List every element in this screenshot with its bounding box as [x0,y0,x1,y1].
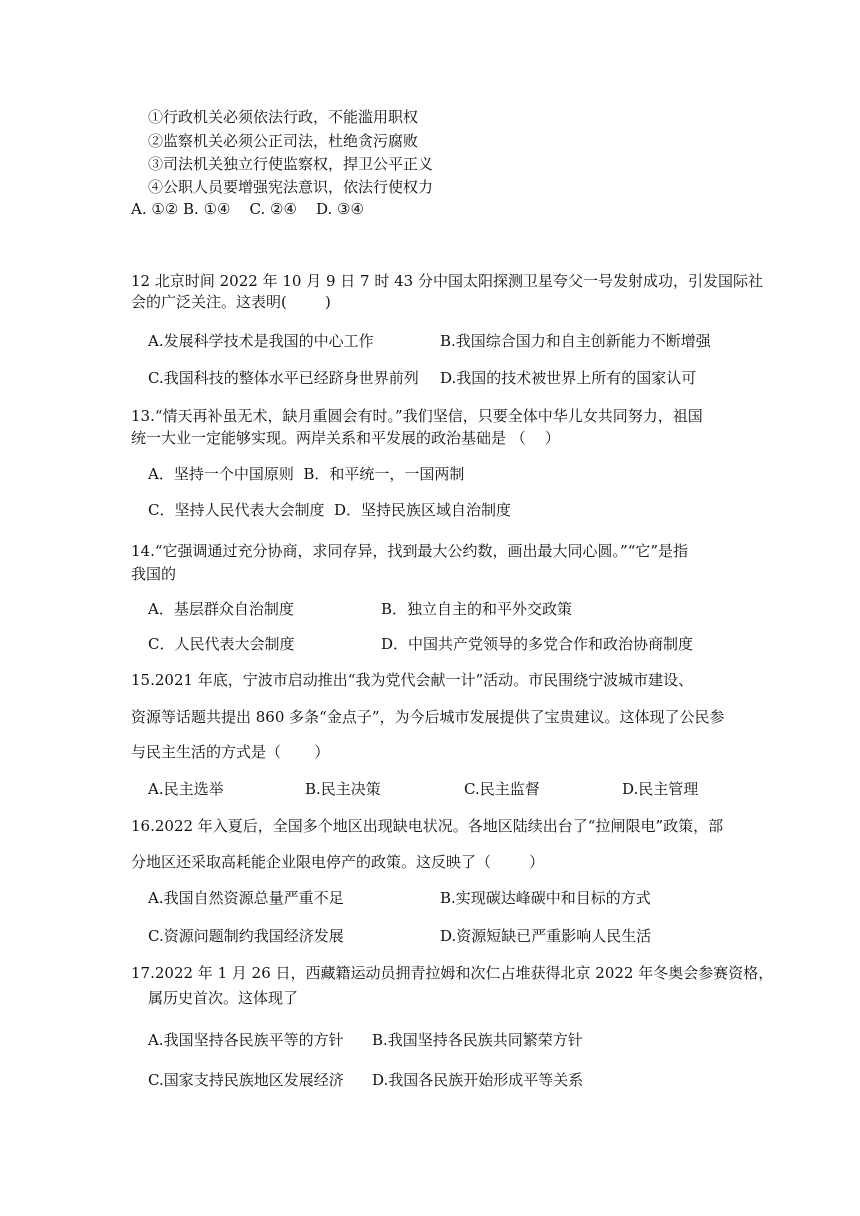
q13-stem-line-2: 统一大业一定能够实现。两岸关系和平发展的政治基础是 （ ） [131,429,560,447]
q12-option-c[interactable]: C.我国科技的整体水平已经跻身世界前列 [148,369,419,387]
q14-stem-line-2: 我国的 [131,565,177,583]
q13-options-row-1[interactable]: A．坚持一个中国原则 B．和平统一，一国两制 [148,465,465,483]
q15-option-c[interactable]: C.民主监督 [464,780,540,798]
q12-option-a[interactable]: A.发展科学技术是我国的中心工作 [148,332,374,350]
q15-stem-line-3: 与民主生活的方式是（ ） [131,743,330,761]
q14-option-a[interactable]: A．基层群众自治制度 [148,600,294,618]
q15-option-b[interactable]: B.民主决策 [305,780,381,798]
q17-option-d[interactable]: D.我国各民族开始形成平等关系 [372,1071,584,1089]
q17-option-c[interactable]: C.国家支持民族地区发展经济 [148,1071,344,1089]
q16-option-b[interactable]: B.实现碳达峰碳中和目标的方式 [440,889,651,907]
q15-stem-line-1: 15.2021 年底，宁波市启动推出“我为党代会献一计”活动。市民围绕宁波城市建设、 [131,671,694,689]
q14-option-b[interactable]: B．独立自主的和平外交政策 [381,600,573,618]
q15-option-d[interactable]: D.民主管理 [622,780,699,798]
q17-stem-line-2: 属历史首次。这体现了 [148,989,299,1007]
q11-statement-3: ③司法机关独立行使监察权，捍卫公平正义 [148,155,434,173]
q11-statement-2: ②监察机关必须公正司法，杜绝贪污腐败 [148,132,419,150]
q16-option-a[interactable]: A.我国自然资源总量严重不足 [148,889,344,907]
q11-statement-1: ①行政机关必须依法行政，不能滥用职权 [148,108,419,126]
q12-stem-line-1: 12 北京时间 2022 年 10 月 9 日 7 时 43 分中国太阳探测卫星夸父一号发射成功，引发国际社 [131,272,763,290]
q17-option-a[interactable]: A.我国坚持各民族平等的方针 [148,1031,344,1049]
q12-stem-line-2: 会的广泛关注。这表明( ) [131,293,331,311]
q16-stem-line-1: 16.2022 年入夏后，全国多个地区出现缺电状况。各地区陆续出台了“拉闸限电”政策，部 [131,817,724,835]
q16-stem-line-2: 分地区还采取高耗能企业限电停产的政策。这反映了（ ） [131,853,545,871]
q11-options: A. ①② B. ①④ C. ②④ D. ③④ [131,200,364,218]
q11-statement-4: ④公职人员要增强宪法意识，依法行使权力 [148,178,434,196]
q14-option-d[interactable]: D．中国共产党领导的多党合作和政治协商制度 [381,635,694,653]
q17-stem-line-1: 17.2022 年 1 月 26 日，西藏籍运动员拥青拉姆和次仁占堆获得北京 2022 年冬奥会参赛资格， [131,964,774,982]
q17-option-b[interactable]: B.我国坚持各民族共同繁荣方针 [372,1031,583,1049]
q14-stem-line-1: 14.“它强调通过充分协商，求同存异，找到最大公约数，画出最大同心圆。”“它”是指 [131,542,689,560]
q14-option-c[interactable]: C．人民代表大会制度 [148,635,295,653]
q13-stem-line-1: 13.“情天再补虽无术，缺月重圆会有时。”我们坚信，只要全体中华儿女共同努力，祖国 [131,407,703,425]
q16-option-c[interactable]: C.资源问题制约我国经济发展 [148,927,344,945]
q13-options-row-2[interactable]: C．坚持人民代表大会制度 D．坚持民族区域自治制度 [148,501,512,519]
q12-option-b[interactable]: B.我国综合国力和自主创新能力不断增强 [440,332,711,350]
q15-stem-line-2: 资源等话题共提出 860 多条“金点子”，为今后城市发展提供了宝贵建议。这体现了公民参 [131,708,725,726]
q12-option-d[interactable]: D.我国的技术被世界上所有的国家认可 [440,369,697,387]
q15-option-a[interactable]: A.民主选举 [148,780,224,798]
q16-option-d[interactable]: D.资源短缺已严重影响人民生活 [440,927,652,945]
